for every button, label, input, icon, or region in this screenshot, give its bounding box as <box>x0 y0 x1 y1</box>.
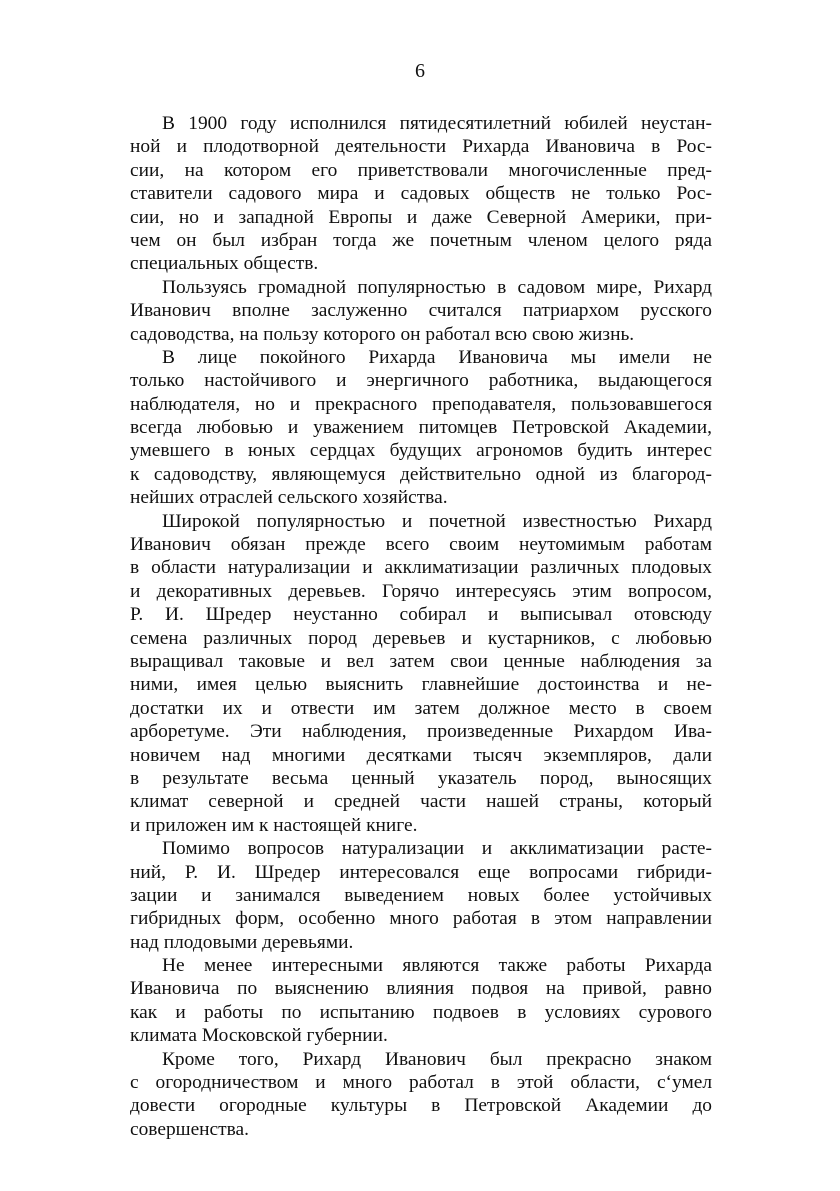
paragraph <box>130 954 712 1048</box>
text-line: сии, на котором его приветствовали многочисленные пред- <box>130 159 712 181</box>
text-line: выращивал таковые и вел затем свои ценные наблюдения за <box>130 650 712 672</box>
text-line: ставители садового мира и садовых обществ не только Рос- <box>130 183 712 205</box>
text-line: только настойчивого и энергичного работника, выдающегося <box>130 370 712 392</box>
text-line: умевшего в юных сердцах будущих агрономов будить интерес <box>130 440 712 462</box>
text-line: Иванович вполне заслуженно считался патриархом русского <box>130 300 712 322</box>
text-line: чем он был избран тогда же почетным членом целого ряда <box>130 229 712 251</box>
text-line: новичем над многими десятками тысяч экземпляров, дали <box>130 744 712 766</box>
text-line: семена различных пород деревьев и кустарников, с любовью <box>130 627 712 649</box>
paragraph <box>130 346 712 510</box>
text-line: В 1900 году исполнился пятидесятилетний юбилей неустан- <box>162 113 712 134</box>
text-line: ними, имея целью выяснить главнейшие достоинства и не- <box>130 674 712 696</box>
text-line: ной и плодотворной деятельности Рихарда Ивановича в Рос- <box>130 136 712 158</box>
text-line: Р. И. Шредер неустанно собирал и выписывал отовсюду <box>130 604 712 626</box>
text-line: Иванович обязан прежде всего своим неутомимым работам <box>130 534 712 556</box>
text-line: наблюдателя, но и прекрасного преподавателя, пользовавшегося <box>130 393 712 415</box>
text-line: климата Московской губернии. <box>130 1025 388 1047</box>
text-line: нейших отраслей сельского хозяйства. <box>130 487 448 509</box>
text-line: Пользуясь громадной популярностью в садовом мире, Рихард <box>162 276 712 298</box>
paragraph <box>130 1048 712 1142</box>
text-line: довести огородные культуры в Петровской Академии до <box>130 1095 712 1117</box>
paragraph <box>130 276 712 346</box>
text-line: Кроме того, Рихард Иванович был прекрасно знаком <box>162 1048 712 1070</box>
text-line: Ивановича по выяснению влияния подвоя на привой, равно <box>130 978 712 1000</box>
body-text <box>130 112 712 1141</box>
text-line: гибридных форм, особенно много работая в этом направлении <box>130 908 712 930</box>
text-line: над плодовыми деревьями. <box>130 931 354 953</box>
paragraph <box>130 510 712 837</box>
text-line: всегда любовью и уважением питомцев Петровской Академии, <box>130 417 712 439</box>
text-line: Помимо вопросов натурализации и акклиматизации расте- <box>162 838 712 860</box>
text-line: в результате весьма ценный указатель пород, выносящих <box>130 767 712 789</box>
text-line: в области натурализации и акклиматизации различных плодовых <box>130 557 712 579</box>
text-line: ний, Р. И. Шредер интересовался еще вопросами гибриди- <box>130 861 712 883</box>
text-line: с огородничеством и много работал в этой области, с‘умел <box>130 1072 712 1094</box>
text-line: садоводства, на пользу которого он работал всю свою жизнь. <box>130 323 635 345</box>
text-line: к садоводству, являющемуся действительно одной из благород- <box>130 463 712 485</box>
paragraph <box>130 837 712 954</box>
text-line: и приложен им к настоящей книге. <box>130 814 418 836</box>
text-line: зации и занимался выведением новых более устойчивых <box>130 884 712 906</box>
text-line: достатки их и отвести им затем должное место в своем <box>130 697 712 719</box>
text-line: Широкой популярностью и почетной известностью Рихард <box>162 510 712 532</box>
page-number: 6 <box>415 60 425 82</box>
text-line: и декоративных деревьев. Горячо интересуясь этим вопросом, <box>130 580 712 602</box>
text-line: сии, но и западной Европы и даже Северной Америки, при- <box>130 206 712 228</box>
text-line: климат северной и средней части нашей страны, который <box>130 791 712 813</box>
text-line: совершенства. <box>130 1118 249 1140</box>
paragraph <box>130 112 712 276</box>
text-line: специальных обществ. <box>130 253 319 275</box>
text-line: арборетуме. Эти наблюдения, произведенные Рихардом Ива- <box>130 721 712 743</box>
text-line: В лице покойного Рихарда Ивановича мы имели не <box>162 346 712 368</box>
text-line: как и работы по испытанию подвоев в условиях сурового <box>130 1001 712 1023</box>
text-line: Не менее интересными являются также работы Рихарда <box>162 955 712 977</box>
